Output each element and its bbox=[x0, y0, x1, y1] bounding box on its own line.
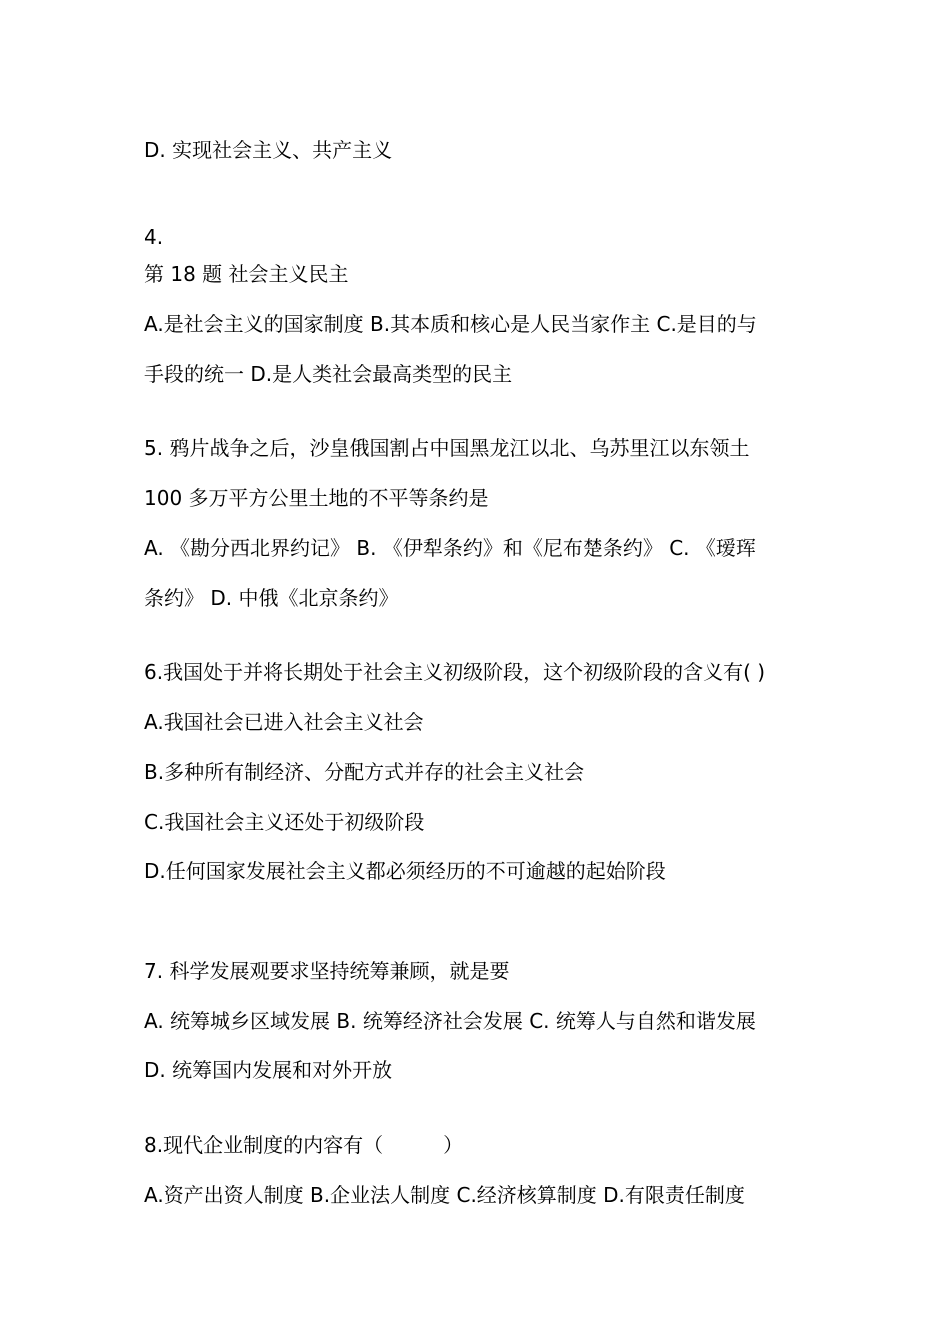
q4-options-line2: 手段的统一 D.是人类社会最高类型的民主 bbox=[144, 362, 513, 386]
q7-stem: 7. 科学发展观要求坚持统筹兼顾，就是要 bbox=[144, 959, 510, 983]
q6-option-c: C.我国社会主义还处于初级阶段 bbox=[144, 810, 425, 834]
q7-options-line2: D. 统筹国内发展和对外开放 bbox=[144, 1058, 393, 1082]
q7-options-line1: A. 统筹城乡区域发展 B. 统筹经济社会发展 C. 统筹人与自然和谐发展 bbox=[144, 1009, 756, 1033]
q4-title: 第 18 题 社会主义民主 bbox=[144, 262, 349, 286]
q5-stem-line2: 100 多万平方公里土地的不平等条约是 bbox=[144, 486, 489, 510]
q6-option-b: B.多种所有制经济、分配方式并存的社会主义社会 bbox=[144, 760, 585, 784]
q8-stem: 8.现代企业制度的内容有（ ） bbox=[144, 1133, 464, 1157]
q5-options-line2: 条约》 D. 中俄《北京条约》 bbox=[144, 586, 399, 610]
q4-number: 4. bbox=[144, 225, 164, 249]
q8-options-line1: A.资产出资人制度 B.企业法人制度 C.经济核算制度 D.有限责任制度 bbox=[144, 1183, 745, 1207]
q6-option-a: A.我国社会已进入社会主义社会 bbox=[144, 710, 424, 734]
q6-option-d: D.任何国家发展社会主义都必须经历的不可逾越的起始阶段 bbox=[144, 859, 666, 883]
q3-option-d: D. 实现社会主义、共产主义 bbox=[144, 138, 393, 162]
q6-stem: 6.我国处于并将长期处于社会主义初级阶段，这个初级阶段的含义有( ) bbox=[144, 660, 766, 684]
q5-stem-line1: 5. 鸦片战争之后，沙皇俄国割占中国黑龙江以北、乌苏里江以东领土 bbox=[144, 436, 750, 460]
q5-options-line1: A. 《勘分西北界约记》 B. 《伊犁条约》和《尼布楚条约》 C. 《瑷珲 bbox=[144, 536, 756, 560]
q4-options-line1: A.是社会主义的国家制度 B.其本质和核心是人民当家作主 C.是目的与 bbox=[144, 312, 757, 336]
